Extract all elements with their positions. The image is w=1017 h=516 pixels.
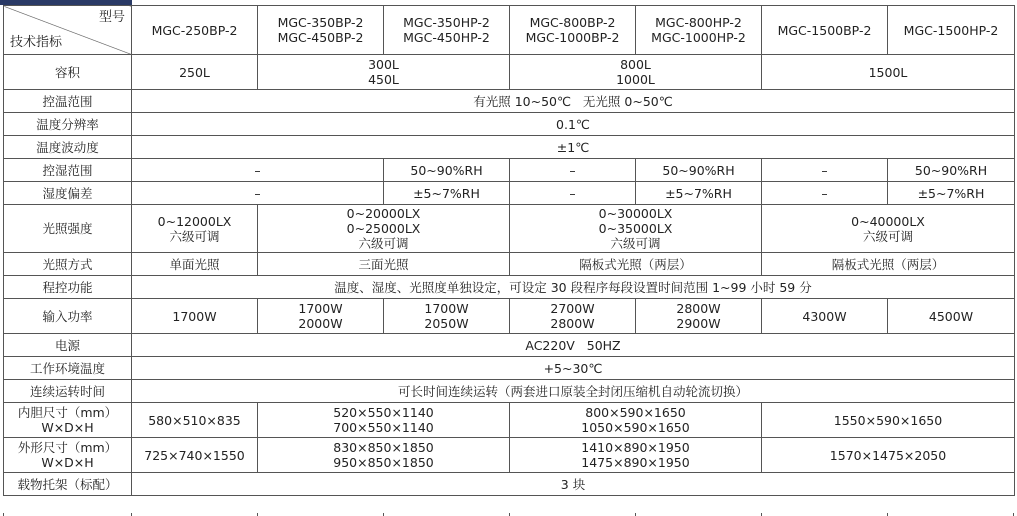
row-shelves: [4, 473, 1015, 496]
model-label: 型号: [98, 10, 125, 25]
row-continuous: [4, 380, 1015, 403]
model-cell: MGC-1500HP-2: [888, 6, 1015, 55]
model-cell: MGC-350BP-2 MGC-450BP-2: [258, 6, 384, 55]
value-cell: 三面光照: [258, 253, 510, 276]
value-cell: 1550×590×1650: [762, 403, 1015, 438]
value-cell: 0~12000LX 六级可调: [132, 205, 258, 253]
value-cell: 有光照 10~50℃ 无光照 0~50℃: [132, 90, 1015, 113]
model-cell: MGC-800BP-2 MGC-1000BP-2: [510, 6, 636, 55]
value-cell: 1700W 2000W: [258, 299, 384, 334]
model-cell: MGC-250BP-2: [132, 6, 258, 55]
spec-label: 技术指标: [10, 35, 63, 50]
value-cell: 单面光照: [132, 253, 258, 276]
model-cell: MGC-1500BP-2: [762, 6, 888, 55]
row-label: 湿度偏差: [4, 182, 132, 205]
value-cell: 0~20000LX 0~25000LX 六级可调: [258, 205, 510, 253]
row-volume: [4, 55, 1015, 90]
row-label: 光照强度: [4, 205, 132, 253]
row-temp-range: [4, 90, 1015, 113]
value-cell: ±5~7%RH: [888, 182, 1015, 205]
row-label: 容积: [4, 55, 132, 90]
value-cell: 4500W: [888, 299, 1015, 334]
value-cell: 1410×890×1950 1475×890×1950: [510, 438, 762, 473]
row-label: 光照方式: [4, 253, 132, 276]
row-program: [4, 276, 1015, 299]
row-label: 输入功率: [4, 299, 132, 334]
row-temp-resolution: [4, 113, 1015, 136]
row-supply: [4, 334, 1015, 357]
value-cell: 0.1℃: [132, 113, 1015, 136]
spec-table: [3, 5, 1015, 496]
value-cell: 800L 1000L: [510, 55, 762, 90]
value-cell: –: [762, 182, 888, 205]
value-cell: 725×740×1550: [132, 438, 258, 473]
row-label: 内胆尺寸（mm） W×D×H: [4, 403, 132, 438]
value-cell: 温度、湿度、光照度单独设定，可设定 30 段程序每段设置时间范围 1~99 小时 59 分: [132, 276, 1015, 299]
row-label: 控湿范围: [4, 159, 132, 182]
value-cell: ±1℃: [132, 136, 1015, 159]
row-inner-size: [4, 403, 1015, 438]
value-cell: 800×590×1650 1050×590×1650: [510, 403, 762, 438]
model-cell: MGC-800HP-2 MGC-1000HP-2: [636, 6, 762, 55]
value-cell: 1700W 2050W: [384, 299, 510, 334]
value-cell: ±5~7%RH: [384, 182, 510, 205]
row-label: 载物托架（标配）: [4, 473, 132, 496]
value-cell: 可长时间连续运转（两套进口原装全封闭压缩机自动轮流切换）: [132, 380, 1015, 403]
row-label: 工作环境温度: [4, 357, 132, 380]
value-cell: 50~90%RH: [636, 159, 762, 182]
value-cell: 50~90%RH: [888, 159, 1015, 182]
value-cell: 520×550×1140 700×550×1140: [258, 403, 510, 438]
value-cell: 300L 450L: [258, 55, 510, 90]
value-cell: 580×510×835: [132, 403, 258, 438]
value-cell: 2800W 2900W: [636, 299, 762, 334]
row-label: 连续运转时间: [4, 380, 132, 403]
value-cell: 50~90%RH: [384, 159, 510, 182]
value-cell: 830×850×1850 950×850×1850: [258, 438, 510, 473]
value-cell: 4300W: [762, 299, 888, 334]
value-cell: 1500L: [762, 55, 1015, 90]
row-label: 程控功能: [4, 276, 132, 299]
row-temp-fluctuation: [4, 136, 1015, 159]
model-cell: MGC-350HP-2 MGC-450HP-2: [384, 6, 510, 55]
value-cell: –: [510, 182, 636, 205]
row-label: 温度分辨率: [4, 113, 132, 136]
value-cell: –: [132, 159, 384, 182]
value-cell: 隔板式光照（两层）: [510, 253, 762, 276]
value-cell: 1570×1475×2050: [762, 438, 1015, 473]
row-humidity-range: [4, 159, 1015, 182]
row-humidity-deviation: [4, 182, 1015, 205]
row-ambient: [4, 357, 1015, 380]
row-power: [4, 299, 1015, 334]
row-outer-size: [4, 438, 1015, 473]
row-label: 温度波动度: [4, 136, 132, 159]
value-cell: AC220V 50HZ: [132, 334, 1015, 357]
header-row: [4, 6, 1015, 55]
row-label: 外形尺寸（mm） W×D×H: [4, 438, 132, 473]
value-cell: 隔板式光照（两层）: [762, 253, 1015, 276]
value-cell: 0~40000LX 六级可调: [762, 205, 1015, 253]
value-cell: 250L: [132, 55, 258, 90]
value-cell: –: [132, 182, 384, 205]
value-cell: 1700W: [132, 299, 258, 334]
row-label: 电源: [4, 334, 132, 357]
row-light-mode: [4, 253, 1015, 276]
value-cell: –: [510, 159, 636, 182]
value-cell: –: [762, 159, 888, 182]
value-cell: 3 块: [132, 473, 1015, 496]
corner-header-cell: [4, 6, 132, 55]
value-cell: 0~30000LX 0~35000LX 六级可调: [510, 205, 762, 253]
value-cell: 2700W 2800W: [510, 299, 636, 334]
row-label: 控温范围: [4, 90, 132, 113]
row-light-intensity: [4, 205, 1015, 253]
value-cell: +5~30℃: [132, 357, 1015, 380]
value-cell: ±5~7%RH: [636, 182, 762, 205]
